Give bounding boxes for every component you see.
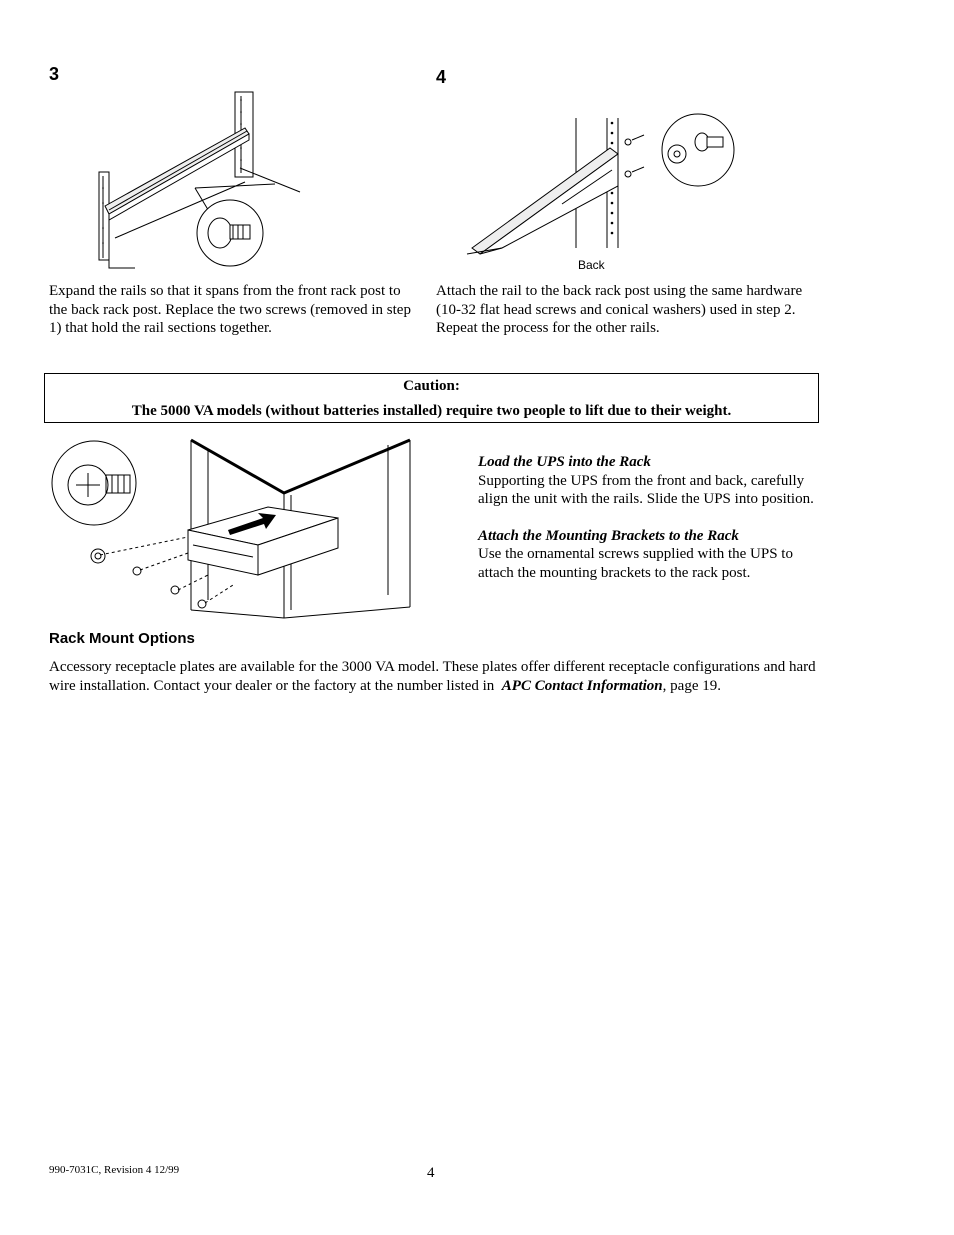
load-heading: Load the UPS into the Rack	[478, 454, 651, 470]
step-3-number: 3	[49, 64, 60, 84]
step-4-text: Attach the rail to the back rack post using the same hardware (10-32 flat head screws and conical washers) used in step 2. Repeat the process for the other rails.	[436, 283, 803, 336]
page-number: 4	[427, 1165, 435, 1181]
load-text: Supporting the UPS from the front and back, carefully align the unit with the rails. Slide the UPS into position.	[478, 472, 814, 507]
rail-expand-illustration	[95, 88, 325, 273]
step-4-number: 4	[436, 67, 447, 87]
caution-title: Caution:	[403, 378, 460, 394]
footer-doc-id: 990-7031C, Revision 4 12/99	[49, 1164, 180, 1176]
caution-box	[44, 373, 819, 423]
attach-text: Use the ornamental screws supplied with the UPS to attach the mounting brackets to the rack post.	[478, 546, 793, 581]
back-rail-illustration	[462, 108, 742, 258]
rack-options-text	[49, 658, 819, 695]
attach-heading: Attach the Mounting Brackets to the Rack	[478, 527, 739, 544]
rack-options-text-after: , page 19.	[662, 677, 721, 694]
caution-message: The 5000 VA models (without batteries installed) require two people to lift due to their weight.	[131, 403, 732, 419]
step-3-text: Expand the rails so that it spans from the front rack post to the back rack post. Replace the two screws (removed in step 1) that hold the rail sections together.	[49, 283, 411, 336]
contact-info-link[interactable]: APC Contact Information	[501, 677, 663, 694]
rack-options-heading: Rack Mount Options	[49, 630, 195, 647]
back-label: Back	[578, 258, 605, 272]
rack-options-text-before: Accessory receptacle plates are available for the 3000 VA model. These plates offer different receptacle configurations and hard wire installation. Contact your dealer or the factory at the number listed in	[49, 659, 816, 694]
load-section	[478, 453, 814, 582]
ups-loading-illustration	[48, 435, 418, 620]
